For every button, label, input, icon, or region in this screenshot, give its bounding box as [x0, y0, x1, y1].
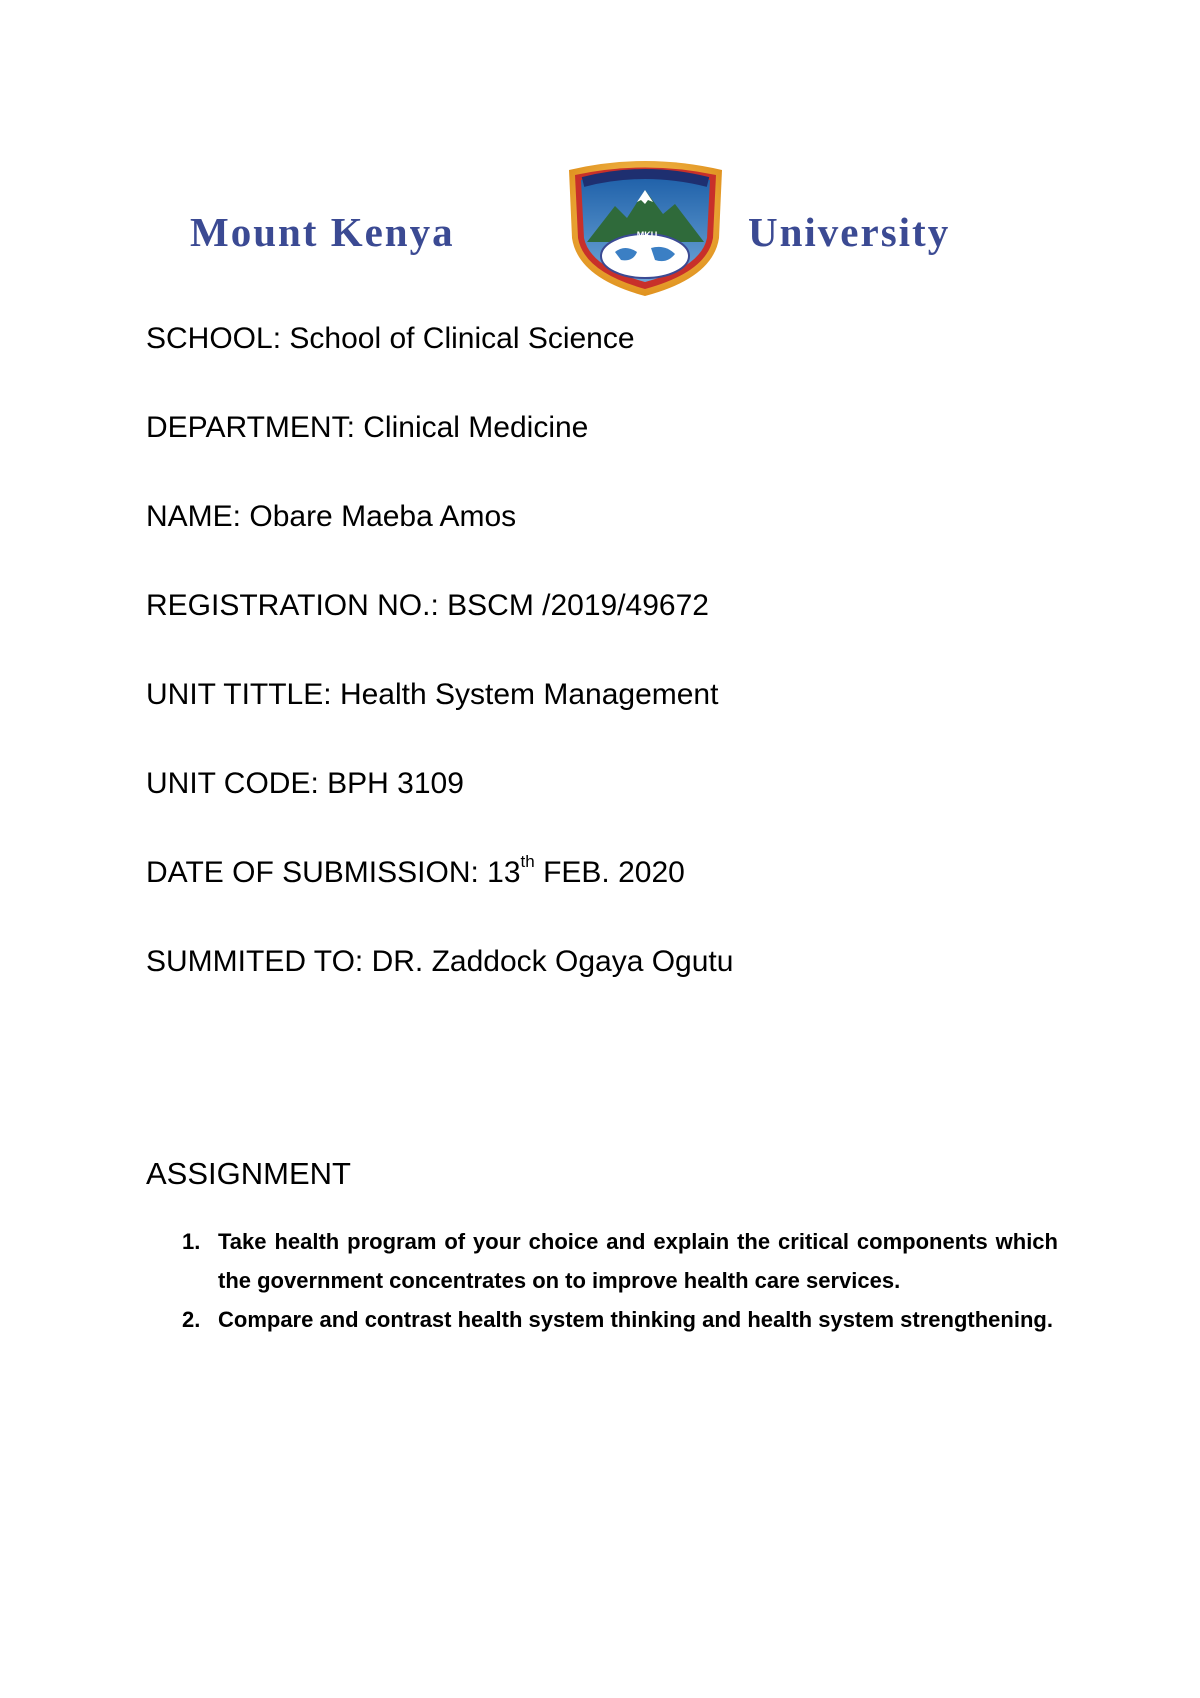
question-text: Compare and contrast health system thinking and health system strengthening.	[218, 1307, 1053, 1332]
field-department	[146, 411, 588, 445]
field-value: BSCM /2019/49672	[447, 589, 709, 622]
field-value: Clinical Medicine	[363, 411, 589, 444]
field-label: DATE OF SUBMISSION:	[146, 856, 479, 889]
field-label: UNIT TITTLE:	[146, 678, 332, 711]
university-header	[0, 160, 1200, 300]
field-label: SUMMITED TO:	[146, 945, 364, 978]
field-value-day: 13	[487, 856, 521, 889]
field-value: Health System Management	[339, 678, 719, 711]
university-name-right: University	[748, 209, 951, 255]
field-label: SCHOOL:	[146, 322, 282, 355]
field-unit-title	[146, 678, 718, 712]
crest-label: MKU	[636, 230, 658, 240]
field-label: UNIT CODE:	[146, 767, 319, 800]
field-value: BPH 3109	[327, 767, 464, 800]
field-label: NAME:	[146, 500, 242, 533]
question-item	[146, 1300, 1058, 1339]
question-text: Take health program of your choice and explain the critical components which the government concentrates on to improve health care services.	[218, 1229, 1058, 1293]
question-item	[146, 1222, 1058, 1300]
field-school	[146, 322, 635, 356]
question-number: 2.	[182, 1307, 201, 1332]
field-date-of-submission	[146, 852, 685, 890]
question-number: 1.	[182, 1229, 201, 1254]
field-name	[146, 500, 516, 534]
field-label: REGISTRATION NO.:	[146, 589, 439, 622]
question-list	[146, 1222, 1058, 1339]
field-value: School of Clinical Science	[289, 322, 635, 355]
field-label: DEPARTMENT:	[146, 411, 355, 444]
university-name-left: Mount Kenya	[190, 209, 455, 255]
field-value-ordinal: th	[520, 852, 535, 871]
field-value: DR. Zaddock Ogaya Ogutu	[371, 945, 734, 978]
field-unit-code	[146, 767, 464, 801]
field-submitted-to	[146, 945, 733, 979]
university-crest-logo	[563, 160, 728, 298]
assignment-heading: ASSIGNMENT	[146, 1156, 351, 1191]
field-value-month-year: FEB. 2020	[543, 856, 685, 889]
field-value: Obare Maeba Amos	[249, 500, 517, 533]
field-registration	[146, 589, 709, 623]
